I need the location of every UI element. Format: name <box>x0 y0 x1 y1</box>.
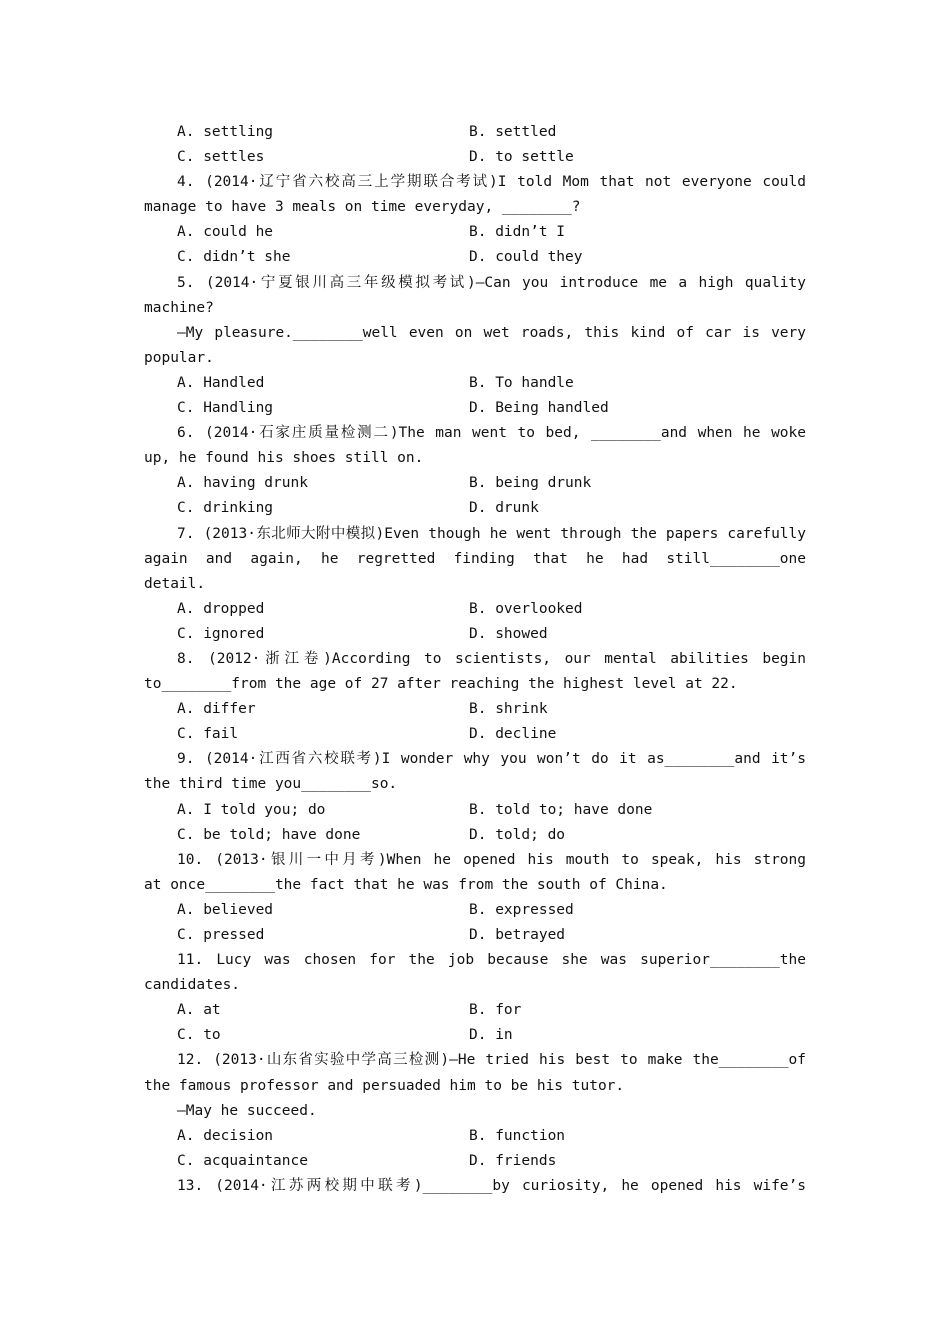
answer-options-row <box>144 1149 806 1174</box>
question-text-line: 7. (2013·东北师大附中模拟)Even though he went through the papers carefully <box>177 525 806 542</box>
answer-options-row <box>144 371 806 396</box>
question-text-line: candidates. <box>144 977 241 994</box>
question-text-line: 9. (2014·江西省六校联考)I wonder why you won’t do it as________and it’s <box>177 751 806 768</box>
question-text-line: again and again, he regretted finding that he had still________one <box>144 550 806 567</box>
answer-options-row <box>144 145 806 170</box>
answer-options-row <box>144 471 806 496</box>
question-text-line: 13. (2014·江苏两校期中联考)________by curiosity, he opened his wife’s <box>177 1177 806 1194</box>
answer-options-row <box>144 220 806 245</box>
answer-option: B. settled <box>469 124 557 140</box>
question-text-line: detail. <box>144 575 206 592</box>
answer-options-row <box>144 597 806 622</box>
answer-option: C. drinking <box>177 500 274 517</box>
answer-option: D. friends <box>469 1152 557 1169</box>
question-text-line: popular. <box>144 349 214 366</box>
answer-option: B. shrink <box>469 701 548 718</box>
answer-option: C. ignored <box>177 625 265 642</box>
answer-option: C. fail <box>177 726 239 743</box>
question-text-line: —My pleasure.________well even on wet roads, this kind of car is very <box>177 324 806 341</box>
answer-option: A. differ <box>177 701 256 718</box>
answer-options-row <box>144 245 806 270</box>
answer-option: D. drunk <box>469 500 539 517</box>
answer-option: D. to settle <box>469 149 574 166</box>
answer-options-row <box>144 1124 806 1149</box>
question-text-line: 4. (2014·辽宁省六校高三上学期联合考试)I told Mom that not everyone could <box>177 174 806 191</box>
question-text-line: machine? <box>144 299 214 316</box>
answer-option: B. overlooked <box>469 600 583 617</box>
question-text-line: the third time you________so. <box>144 776 398 793</box>
answer-option: A. dropped <box>177 600 265 617</box>
answer-options-row <box>144 898 806 923</box>
question-text-line: the famous professor and persuaded him to be his tutor. <box>144 1077 625 1094</box>
answer-option: D. betrayed <box>469 927 566 943</box>
answer-option: A. settling <box>177 124 274 140</box>
question-text-line: —May he succeed. <box>177 1102 317 1119</box>
document-body <box>144 120 806 1199</box>
answer-option: C. settles <box>177 149 265 166</box>
answer-options-row <box>144 798 806 823</box>
question-text-line: 11. Lucy was chosen for the job because she was superior________the <box>177 952 806 969</box>
answer-option: D. showed <box>469 625 548 642</box>
answer-option: A. Handled <box>177 374 265 391</box>
answer-option: D. decline <box>469 726 557 743</box>
question-text-line: to________from the age of 27 after reaching the highest level at 22. <box>144 676 738 693</box>
answer-options-row <box>144 722 806 747</box>
answer-options-row <box>144 923 806 948</box>
answer-option: A. having drunk <box>177 475 308 492</box>
answer-option: B. function <box>469 1127 566 1144</box>
answer-option: B. To handle <box>469 374 574 391</box>
answer-option: A. could he <box>177 224 274 241</box>
question-text-line: 8. (2012·浙江卷)According to scientists, our mental abilities begin <box>177 650 806 667</box>
question-text-line: manage to have 3 meals on time everyday, ________? <box>144 199 581 216</box>
question-text-line: 5. (2014·宁夏银川高三年级模拟考试)—Can you introduce me a high quality <box>177 274 806 291</box>
answer-option: B. for <box>469 1002 522 1019</box>
answer-option: A. decision <box>177 1127 274 1144</box>
question-text-line: 12. (2013·山东省实验中学高三检测)—He tried his best to make the________of <box>177 1052 806 1069</box>
answer-options-row <box>144 998 806 1023</box>
answer-option: B. told to; have done <box>469 801 653 818</box>
answer-option: B. didn’t I <box>469 224 566 241</box>
question-text-line: up, he found his shoes still on. <box>144 450 424 467</box>
answer-options-row <box>144 622 806 647</box>
answer-option: D. Being handled <box>469 400 609 417</box>
answer-option: C. Handling <box>177 400 274 417</box>
answer-option: A. at <box>177 1002 221 1019</box>
answer-option: B. being drunk <box>469 475 592 492</box>
answer-option: D. told; do <box>469 826 566 843</box>
question-text-line: at once________the fact that he was from the south of China. <box>144 876 668 893</box>
answer-option: A. I told you; do <box>177 801 326 818</box>
answer-options-row <box>144 396 806 421</box>
question-text-line: 6. (2014·石家庄质量检测二)The man went to bed, ________and when he woke <box>177 425 806 442</box>
answer-option: D. in <box>469 1027 513 1044</box>
answer-option: C. didn’t she <box>177 249 291 266</box>
answer-options-row <box>144 496 806 521</box>
answer-options-row <box>144 697 806 722</box>
answer-option: B. expressed <box>469 901 574 918</box>
answer-option: C. be told; have done <box>177 826 361 843</box>
answer-option: A. believed <box>177 901 274 918</box>
answer-option: C. pressed <box>177 927 265 943</box>
answer-option: C. to <box>177 1027 221 1044</box>
answer-option: D. could they <box>469 249 583 266</box>
answer-options-row <box>144 120 806 145</box>
answer-option: C. acquaintance <box>177 1152 308 1169</box>
answer-options-row <box>144 823 806 848</box>
answer-options-row <box>144 1023 806 1048</box>
question-text-line: 10. (2013·银川一中月考)When he opened his mouth to speak, his strong <box>177 851 806 868</box>
